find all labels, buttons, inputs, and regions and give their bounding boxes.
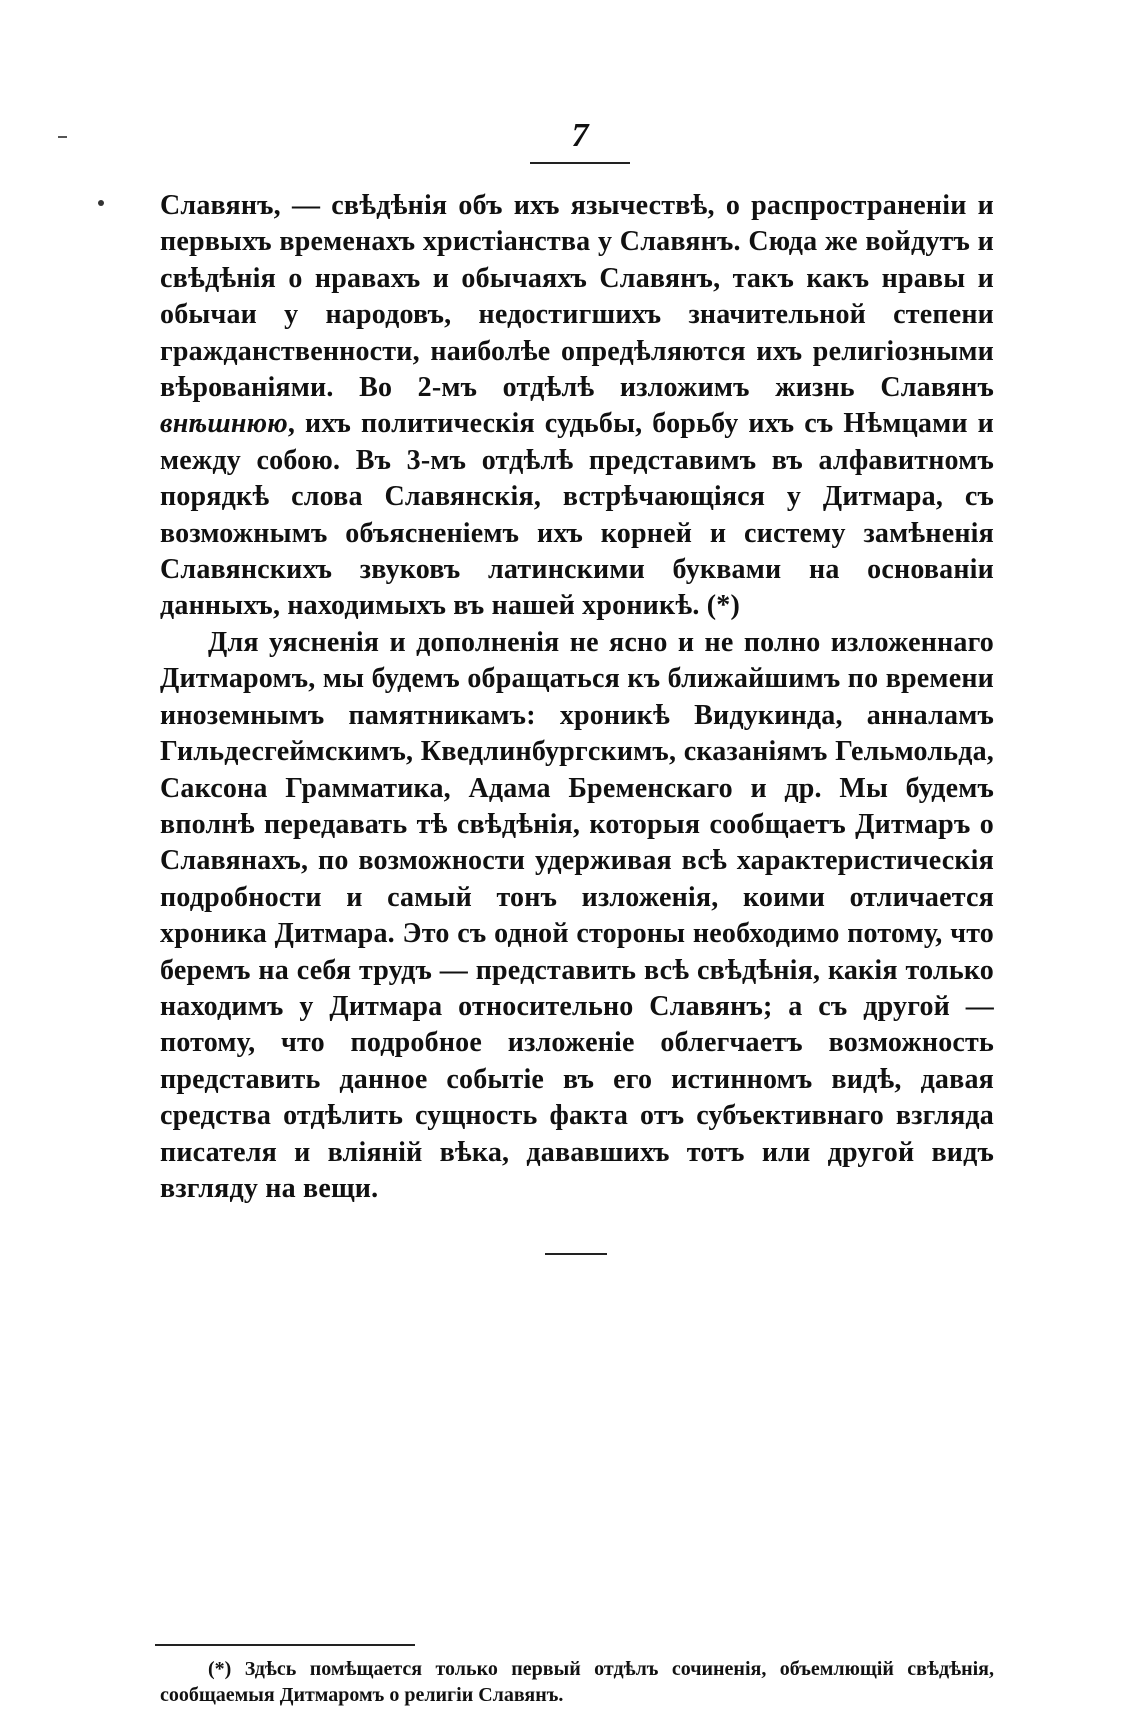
section-divider [545, 1253, 607, 1255]
paragraph-1-end: , ихъ политическія судьбы, борьбу ихъ съ Нѣмцами и между собою. Въ 3-мъ отдѣлѣ представимъ въ алфавитномъ порядкѣ слова Славянскія, встрѣчающіяся у Дитмара, съ возможнымъ объясненіемъ ихъ корней и систему замѣненія Славянскихъ звуковъ латинскими буквами на основаніи данныхъ, находимыхъ въ нашей хроникѣ. (*) [160, 408, 994, 622]
page-number: 7 [571, 117, 589, 154]
paragraph-1-start: Славянъ, — свѣдѣнія объ ихъ язычествѣ, о распространеніи и первыхъ временахъ христіанства у Славянъ. Сюда же войдутъ и свѣдѣнія о нравахъ и обычаяхъ Славянъ, такъ какъ нравы и обычаи у народовъ, недостигшихъ значительной степени гражданственности, наиболѣе опредѣляются ихъ религіозными вѣрованіями. Во 2-мъ отдѣлѣ изложимъ жизнь Славянъ [160, 190, 994, 404]
footnote: (*) Здѣсь помѣщается только первый отдѣлъ сочиненія, объемлющій свѣдѣнія, сообщаемыя Дитмаромъ о религіи Славянъ. [160, 1658, 994, 1706]
paragraph-2: Для уясненія и дополненія не ясно и не полно изложеннаго Дитмаромъ, мы будемъ обращаться къ ближайшимъ по времени иноземнымъ памятникамъ: хроникѣ Видукинда, анналамъ Гильдесгеймскимъ, Кведлинбургскимъ, сказаніямъ Гельмольда, Саксона Грамматика, Адама Бременскаго и др. Мы будемъ вполнѣ передавать тѣ свѣдѣнія, которыя сообщаетъ Дитмаръ о Славянахъ, по возможности удерживая всѣ характеристическія подробности и самый тонъ изложенія, коими отличается хроника Дитмара. Это съ одной стороны необходимо потому, что беремъ на себя трудъ — представить всѣ свѣдѣнія, какія только находимъ у Дитмара относительно Славянъ; а съ другой — потому, что подробное изложеніе облегчаетъ возможность представить данное событіе въ его истинномъ видѣ, давая средства отдѣлить сущность факта отъ субъективнаго взгляда писателя и вліяній вѣка, дававшихъ тотъ или другой видъ взгляду на вещи. [160, 626, 994, 1204]
footnote-divider [155, 1644, 415, 1646]
header-rule [530, 162, 630, 164]
paragraph-1 [160, 188, 994, 625]
margin-dot [98, 200, 104, 206]
main-text [160, 188, 994, 1207]
emphasis-word: внѣшнюю [160, 408, 288, 440]
print-speck [58, 136, 67, 138]
